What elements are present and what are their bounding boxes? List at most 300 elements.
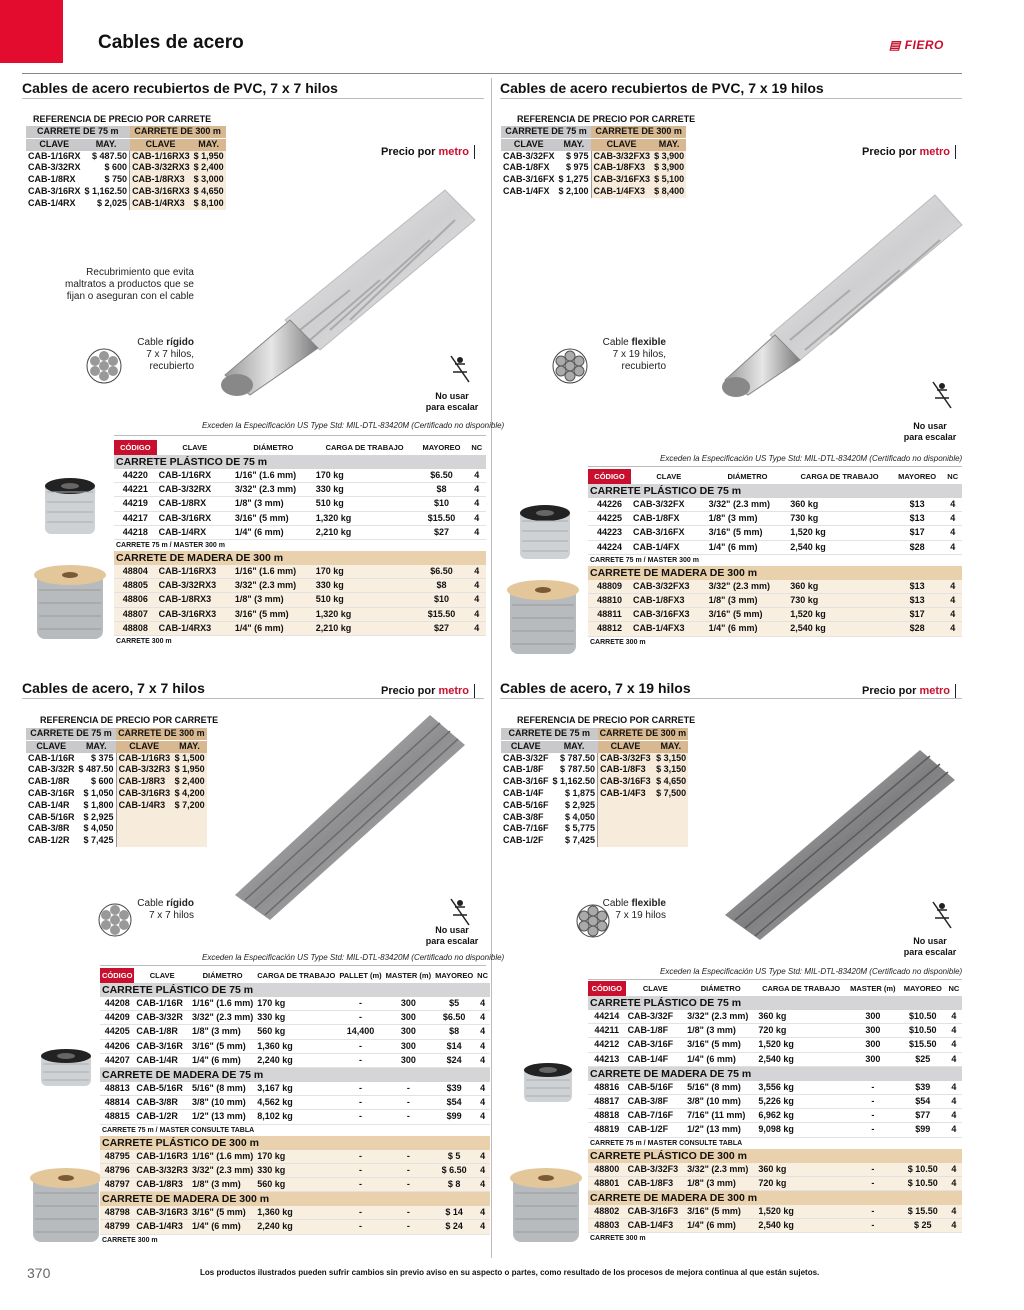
col-nc: NC [948, 984, 960, 993]
col-clave: CLAVE [501, 740, 551, 752]
table-cell: 44205 [100, 1025, 134, 1039]
table-cell: CAB-3/16F3 [598, 776, 654, 788]
table-cell: CAB-1/8F [503, 764, 544, 775]
table-cell: 44226 [588, 498, 631, 512]
table-cell: CAB-1/8R [134, 1025, 190, 1039]
table-cell: 3/16" (5 mm) [707, 526, 789, 540]
table-cell: CAB-5/16F [626, 1081, 686, 1095]
group-header: CARRETE DE MADERA DE 300 m [588, 1191, 962, 1206]
table-cell: - [846, 1219, 900, 1233]
table-row [588, 526, 962, 540]
table-cell: $14 [433, 1039, 475, 1053]
table-cell: $10 [415, 593, 467, 607]
ann-desc: 7 x 7 hilos, [146, 349, 194, 360]
ref-row [26, 812, 207, 824]
table-cell: 44214 [588, 1010, 626, 1024]
table-cell: CAB-3/16R [134, 1039, 190, 1053]
table-row [588, 1219, 962, 1233]
col-master: MASTER (m) [850, 984, 896, 993]
table-cell: 4 [946, 1024, 962, 1038]
table-cell: 4 [468, 565, 486, 579]
page-title: Cables de acero [98, 32, 244, 53]
table-cell: 48796 [100, 1163, 134, 1177]
no-climb-icon [447, 897, 473, 927]
para-escalar: para escalar [425, 936, 479, 946]
table-cell: 170 kg [255, 1150, 337, 1164]
table-cell: CAB-1/2R [134, 1110, 190, 1124]
table-cell: 1,520 kg [756, 1205, 846, 1219]
table-cell: - [384, 1220, 433, 1234]
table-cell: $ 1,500 [172, 753, 206, 765]
cable-end [221, 374, 253, 396]
table-row [100, 1053, 490, 1067]
table-cell: 360 kg [788, 498, 891, 512]
empty-cell [653, 823, 688, 835]
price-per-meter [862, 684, 956, 698]
table-cell: $ 787.50 [560, 764, 596, 775]
col-codigo: CÓDIGO [100, 968, 134, 983]
no-climb-icon [929, 900, 955, 930]
table-cell: CAB-3/32FX [631, 498, 707, 512]
table-cell: - [384, 1206, 433, 1220]
table-cell: 330 kg [255, 1011, 337, 1025]
table-cell: 3/16" (5 mm) [685, 1205, 756, 1219]
table-cell: $39 [900, 1081, 946, 1095]
table-cell: $ 1,050 [83, 787, 114, 798]
table-cell: 3/32" (2.3 mm) [190, 1011, 255, 1025]
no-climb-label [424, 925, 480, 947]
empty-cell [172, 812, 206, 824]
price-unit: metro [919, 146, 951, 158]
logo-stripes-icon: ▤ [889, 38, 905, 52]
table-cell: CAB-1/4R [28, 799, 70, 810]
empty-cell [653, 812, 688, 824]
table-cell: 1/4" (6 mm) [190, 1220, 255, 1234]
ref-row [26, 753, 207, 765]
table-row [100, 1110, 490, 1124]
col-clave: CLAVE [501, 138, 557, 150]
table-cell: 5/16" (8 mm) [685, 1081, 756, 1095]
group-header: CARRETE DE MADERA DE 300 m [114, 551, 486, 565]
table-cell: - [846, 1205, 900, 1219]
col-clave: CLAVE [598, 740, 654, 752]
price-per-label: Precio por [862, 685, 917, 697]
table-row [588, 594, 962, 608]
ann-cable: Cable [602, 337, 629, 348]
table-cell: 4 [946, 1038, 962, 1052]
ref-title: REFERENCIA DE PRECIO POR CARRETE [517, 114, 696, 124]
table-row [100, 997, 490, 1011]
table-cell: CAB-3/32FX [503, 150, 555, 161]
section-rule [22, 98, 484, 99]
ref-row [501, 764, 688, 776]
table-cell: $ 5,100 [654, 174, 685, 185]
table-row [114, 511, 486, 525]
table-cell: 170 kg [314, 565, 416, 579]
table-row [100, 1163, 490, 1177]
table-row [588, 1123, 962, 1137]
no-usar: No usar [913, 936, 947, 946]
table-cell: CAB-3/32F3 [598, 753, 654, 765]
table-cell: $27 [415, 621, 467, 635]
table-cell: 360 kg [756, 1010, 846, 1024]
table-cell: CAB-1/2F [626, 1123, 686, 1137]
para-escalar: para escalar [903, 432, 957, 442]
pvc-cover-shape [770, 195, 962, 360]
col-clave: CLAVE [26, 740, 77, 752]
table-cell: 44217 [114, 511, 157, 525]
ann-type: flexible [631, 898, 666, 909]
ref-price-table [501, 728, 688, 847]
group-header: CARRETE PLÁSTICO DE 300 m [588, 1149, 962, 1163]
table-cell: 4 [475, 1220, 490, 1234]
table-cell: 48809 [588, 580, 631, 594]
table-cell: 4 [475, 1053, 490, 1067]
table-cell: - [337, 1163, 383, 1177]
table-cell: CAB-3/32RX3 [130, 162, 192, 174]
table-cell: 300 [384, 1053, 433, 1067]
table-cell: 300 [384, 1025, 433, 1039]
table-cell: CAB-3/16R3 [134, 1206, 190, 1220]
table-cell: 48801 [588, 1176, 626, 1190]
ref-row [26, 186, 226, 198]
table-cell: 1/8" (3 mm) [685, 1176, 756, 1190]
table-cell: $ 10.50 [900, 1176, 946, 1190]
table-row [588, 1024, 962, 1038]
ref-row [501, 151, 686, 163]
no-usar: No usar [435, 391, 469, 401]
ann-type: rígido [166, 337, 194, 348]
table-cell: 510 kg [314, 497, 416, 511]
table-cell: $ 8,100 [193, 197, 224, 208]
table-row [588, 1109, 962, 1123]
wood-spool-image [508, 1168, 584, 1246]
table-cell: 1/16" (1.6 mm) [233, 565, 314, 579]
table-cell: $13 [891, 498, 944, 512]
ref-price-table [26, 126, 226, 210]
table-cell: 560 kg [255, 1025, 337, 1039]
table-cell: $5 [433, 997, 475, 1011]
group-header: CARRETE PLÁSTICO DE 300 m [100, 1136, 490, 1150]
table-cell: 1/8" (3 mm) [190, 1025, 255, 1039]
table-row [114, 621, 486, 635]
col-clave: CLAVE [116, 740, 172, 752]
table-cell: $ 3,900 [654, 150, 685, 161]
table-cell: $28 [891, 622, 944, 636]
table-cell: 48810 [588, 594, 631, 608]
table-cell: CAB-5/16F [503, 799, 549, 810]
table-cell: - [846, 1123, 900, 1137]
price-unit: metro [919, 685, 951, 697]
group-header: CARRETE PLÁSTICO DE 75 m [588, 996, 962, 1010]
col-may: MAY. [77, 740, 117, 752]
table-cell: CAB-1/4FX [503, 185, 550, 196]
table-cell: - [384, 1096, 433, 1110]
table-cell: - [337, 1206, 383, 1220]
table-cell: 1/8" (3 mm) [707, 512, 789, 526]
table-cell: 3/32" (2.3 mm) [190, 1163, 255, 1177]
table-cell: CAB-1/4R3 [116, 800, 172, 812]
table-cell: 44223 [588, 526, 631, 540]
table-cell: $13 [891, 512, 944, 526]
table-cell: CAB-3/32F [503, 752, 549, 763]
table-cell: 48815 [100, 1110, 134, 1124]
table-cell: 44207 [100, 1053, 134, 1067]
price-per-meter [381, 684, 475, 698]
table-row [114, 565, 486, 579]
no-usar: No usar [435, 925, 469, 935]
table-cell: 1,360 kg [255, 1206, 337, 1220]
table-cell: $ 5,775 [565, 823, 596, 834]
table-cell: 2,210 kg [314, 621, 416, 635]
table-cell: 3/16" (5 mm) [707, 608, 789, 622]
section-rule [22, 698, 484, 699]
table-cell: $10.50 [900, 1024, 946, 1038]
table-row [114, 607, 486, 621]
table-cell: CAB-1/8F3 [626, 1176, 686, 1190]
section-title-7x7: Cables de acero, 7 x 7 hilos [22, 680, 205, 696]
table-cell: CAB-3/32F3 [626, 1163, 686, 1177]
col-clave: CLAVE [149, 971, 175, 980]
table-cell: 2,210 kg [314, 525, 416, 539]
empty-cell [172, 823, 206, 835]
ref-row [501, 823, 688, 835]
table-cell: CAB-3/16RX [28, 185, 81, 196]
table-cell: 170 kg [314, 469, 416, 483]
table-cell: 360 kg [756, 1163, 846, 1177]
table-cell: - [846, 1081, 900, 1095]
table-cell: $ 2,025 [97, 197, 128, 208]
table-cell: 4 [943, 498, 962, 512]
table-cell: $ 487.50 [92, 150, 128, 161]
table-cell: 4 [475, 1150, 490, 1164]
empty-cell [598, 823, 654, 835]
ref-row [26, 776, 207, 788]
group-header: CARRETE PLÁSTICO DE 75 m [114, 455, 486, 469]
steel-cable-image [215, 705, 475, 920]
table-cell: 1/2" (13 mm) [190, 1110, 255, 1124]
table-cell: CAB-1/8FX3 [591, 162, 652, 174]
wood-spool-image [28, 1168, 104, 1246]
table-cell: 1,320 kg [314, 607, 416, 621]
table-cell: $ 1,950 [172, 764, 206, 776]
group-header: CARRETE DE MADERA DE 75 m [588, 1066, 962, 1081]
section-rule [500, 98, 962, 99]
price-unit: metro [438, 146, 470, 158]
table-cell: 1/2" (13 mm) [685, 1123, 756, 1137]
table-cell: CAB-1/4RX3 [157, 621, 233, 635]
col-nc: NC [947, 472, 959, 481]
table-cell: 2,240 kg [255, 1053, 337, 1067]
product-table-pvc-7x7 [114, 440, 486, 647]
empty-cell [116, 823, 172, 835]
table-cell: CAB-3/32R3 [134, 1163, 190, 1177]
table-cell: $ 600 [91, 776, 114, 787]
table-cell: $13 [891, 594, 944, 608]
table-cell: 560 kg [255, 1178, 337, 1192]
table-cell: - [337, 1011, 383, 1025]
plastic-spool-image [40, 478, 100, 538]
ref-price-table [26, 728, 207, 847]
table-cell: 44220 [114, 469, 157, 483]
group-note: CARRETE 300 m [114, 636, 486, 648]
table-cell: 4 [943, 594, 962, 608]
table-cell: 4 [475, 1206, 490, 1220]
table-cell: $17 [891, 526, 944, 540]
table-cell: $15.50 [415, 511, 467, 525]
table-cell: $13 [891, 580, 944, 594]
col-may: MAY. [652, 138, 686, 150]
table-cell: CAB-1/4FX3 [631, 622, 707, 636]
table-cell: - [337, 1039, 383, 1053]
col-diametro: DIÁMETRO [202, 971, 243, 980]
table-cell: - [384, 1082, 433, 1096]
table-cell: CAB-1/2F [503, 835, 544, 846]
table-cell: $ 3,000 [193, 174, 224, 185]
group-note: CARRETE 75 m / MASTER 300 m [588, 554, 962, 566]
table-cell: 3/16" (5 mm) [190, 1206, 255, 1220]
table-cell: 3/32" (2.3 mm) [707, 498, 789, 512]
table-cell: CAB-1/8FX [631, 512, 707, 526]
empty-cell [653, 800, 688, 812]
col-mayoreo: MAYOREO [903, 984, 942, 993]
price-per-label: Precio por [862, 146, 917, 158]
table-cell: CAB-1/8R3 [134, 1178, 190, 1192]
table-cell: CAB-3/8R [28, 823, 70, 834]
ref-row [26, 198, 226, 210]
spec-note: Exceden la Especificación US Type Std: MIL-DTL-83420M (Certificado no disponible) [660, 454, 963, 463]
col-may: MAY. [83, 138, 130, 150]
table-cell: CAB-3/16R3 [116, 788, 172, 800]
table-cell: 730 kg [788, 594, 891, 608]
table-cell: 48812 [588, 622, 631, 636]
table-cell: 48797 [100, 1178, 134, 1192]
table-cell: CAB-1/8F3 [598, 764, 654, 776]
table-cell: CAB-3/32R [134, 1011, 190, 1025]
table-cell: 4 [946, 1095, 962, 1109]
annotation-cover: Recubrimiento que evita maltratos a productos que se fijan o aseguran con el cable [65, 267, 194, 302]
plastic-spool-image [515, 505, 575, 563]
table-row [588, 1176, 962, 1190]
cable-body [725, 750, 955, 940]
table-cell: CAB-7/16F [626, 1109, 686, 1123]
table-cell: CAB-1/2R [28, 835, 70, 846]
table-cell: $8 [433, 1025, 475, 1039]
price-per-label: Precio por [381, 146, 436, 158]
table-cell: 4 [475, 1025, 490, 1039]
table-cell: CAB-1/16RX3 [157, 565, 233, 579]
table-cell: 1/8" (3 mm) [685, 1024, 756, 1038]
section-title-pvc-7x19: Cables de acero recubiertos de PVC, 7 x 19 hilos [500, 80, 824, 96]
table-cell: CAB-1/4FX [631, 540, 707, 554]
table-row [588, 1081, 962, 1095]
table-cell: $ 1,875 [565, 787, 596, 798]
table-cell: 1/8" (3 mm) [233, 497, 314, 511]
table-cell: CAB-1/4RX3 [130, 198, 192, 210]
ann-desc2: recubierto [621, 361, 666, 372]
table-cell: 3/32" (2.3 mm) [685, 1010, 756, 1024]
table-cell: 1/4" (6 mm) [707, 622, 789, 636]
ref-header-300: CARRETE DE 300 m [116, 728, 207, 740]
table-row [588, 1038, 962, 1052]
group-note: CARRETE 75 m / MASTER CONSULTE TABLA [100, 1124, 490, 1136]
table-cell: CAB-1/4FX3 [591, 186, 652, 198]
table-cell: - [846, 1109, 900, 1123]
no-climb-icon [929, 380, 955, 410]
table-cell: 2,540 kg [756, 1219, 846, 1233]
table-cell: CAB-1/16R [28, 752, 75, 763]
ref-row [501, 835, 688, 847]
ann-type: rígido [166, 898, 194, 909]
table-cell: 1/16" (1.6 mm) [233, 469, 314, 483]
table-cell: 4 [475, 997, 490, 1011]
table-cell: CAB-1/16RX3 [130, 151, 192, 163]
table-row [588, 1163, 962, 1177]
table-cell: $ 2,400 [172, 776, 206, 788]
table-cell: $15.50 [415, 607, 467, 621]
empty-cell [598, 835, 654, 847]
table-cell: - [337, 1053, 383, 1067]
ref-price-table [501, 126, 686, 198]
table-row [588, 1010, 962, 1024]
table-cell: 4 [943, 622, 962, 636]
empty-cell [598, 812, 654, 824]
table-cell: $99 [900, 1123, 946, 1137]
table-cell: 44208 [100, 997, 134, 1011]
table-cell: 4 [946, 1176, 962, 1190]
table-row [588, 1052, 962, 1066]
col-carga: CARGA DE TRABAJO [762, 984, 841, 993]
table-cell: 300 [846, 1038, 900, 1052]
col-nc: NC [477, 971, 489, 980]
col-codigo: CÓDIGO [588, 981, 626, 996]
table-row [588, 580, 962, 594]
table-cell: 44206 [100, 1039, 134, 1053]
empty-cell [116, 835, 172, 847]
table-cell: 44218 [114, 525, 157, 539]
section-rule [500, 698, 962, 699]
wood-spool-image [32, 565, 108, 647]
table-cell: 1/16" (1.6 mm) [190, 997, 255, 1011]
spec-note: Exceden la Especificación US Type Std: MIL-DTL-83420M (Certificado no disponible) [202, 421, 505, 430]
para-escalar: para escalar [903, 947, 957, 957]
table-cell: - [337, 1178, 383, 1192]
table-cell: 330 kg [314, 579, 416, 593]
no-climb-label [902, 421, 958, 443]
table-cell: CAB-1/16R3 [134, 1150, 190, 1164]
table-cell: $ 487.50 [78, 764, 114, 775]
table-row [114, 579, 486, 593]
table-cell: $ 7,425 [83, 835, 114, 846]
table-cell: CAB-3/8F [626, 1095, 686, 1109]
table-cell: 4 [946, 1081, 962, 1095]
col-diametro: DIÁMETRO [727, 472, 768, 481]
table-cell: - [337, 1082, 383, 1096]
table-cell: CAB-3/32F [626, 1010, 686, 1024]
spec-rule [114, 435, 486, 436]
table-cell: $ 4,650 [193, 185, 224, 196]
table-cell: 2,240 kg [255, 1220, 337, 1234]
cable-body [235, 715, 465, 920]
table-cell: $ 600 [104, 162, 128, 173]
col-diametro: DIÁMETRO [700, 984, 741, 993]
table-row [588, 512, 962, 526]
table-cell: $ 975 [566, 150, 589, 161]
ref-header-300: CARRETE DE 300 m [598, 728, 689, 740]
table-cell: 4 [946, 1219, 962, 1233]
table-cell: $ 975 [566, 162, 589, 173]
table-cell: $ 1,162.50 [84, 185, 128, 196]
